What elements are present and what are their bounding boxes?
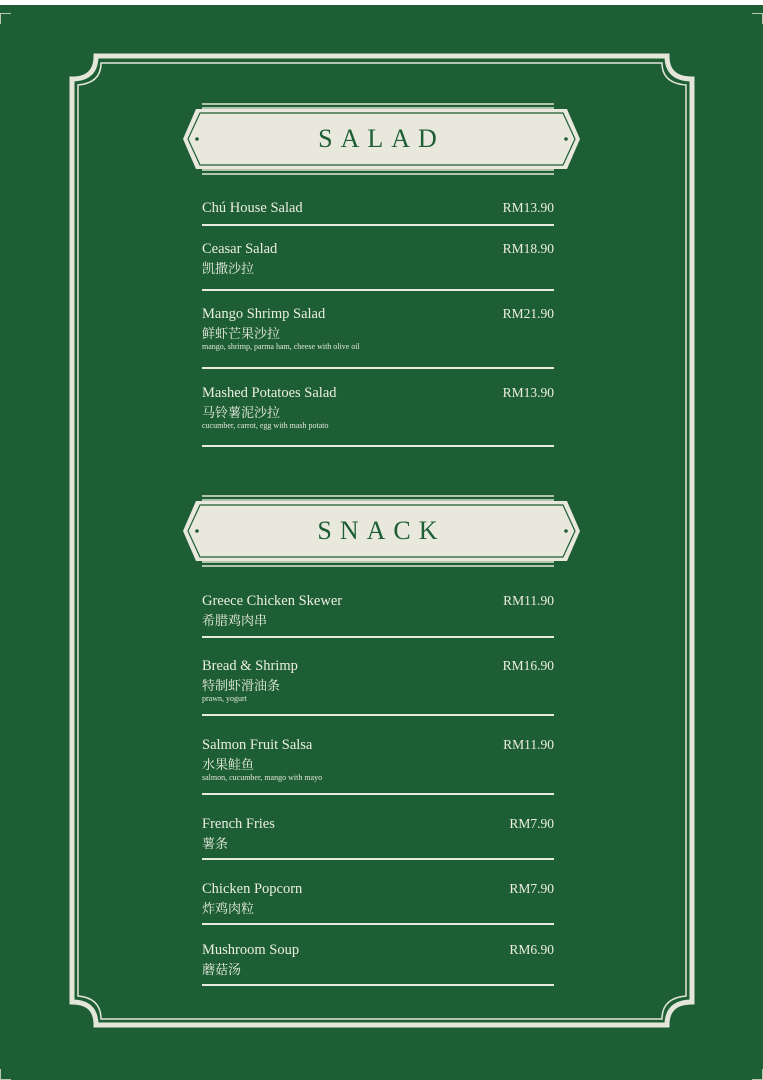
item-price: RM13.90: [502, 200, 554, 215]
item-price: RM18.90: [502, 241, 554, 256]
item-description: prawn, yogurt: [202, 694, 247, 703]
item-name: Chú House Salad: [202, 200, 303, 216]
menu-item: [202, 385, 554, 450]
item-name-chinese: 马铃薯泥沙拉: [202, 405, 281, 420]
item-name: Greece Chicken Skewer: [202, 593, 343, 609]
item-description: cucumber, carrot, egg with mash potato: [202, 421, 329, 430]
menu-item: [202, 816, 554, 866]
item-description: mango, shrimp, parma ham, cheese with olive oil: [202, 342, 360, 351]
item-name: Chicken Popcorn: [202, 881, 303, 897]
item-price: RM16.90: [502, 658, 554, 673]
item-name-chinese: 凯撒沙拉: [202, 261, 255, 276]
item-name-chinese: 薯条: [202, 836, 229, 851]
divider: [202, 923, 554, 925]
section-title-snack: SNACK: [317, 516, 446, 545]
section-title-salad: SALAD: [318, 124, 445, 153]
item-name: French Fries: [202, 816, 275, 832]
divider: [202, 289, 554, 291]
divider: [202, 224, 554, 226]
item-price: RM11.90: [503, 593, 554, 608]
divider: [202, 984, 554, 986]
item-description: salmon, cucumber, mango with mayo: [202, 773, 323, 782]
item-price: RM21.90: [502, 306, 554, 321]
item-name-chinese: 蘑菇汤: [202, 962, 242, 977]
divider: [202, 858, 554, 860]
item-price: RM11.90: [503, 737, 554, 752]
divider: [202, 714, 554, 716]
menu-item: [202, 593, 554, 643]
item-price: RM6.90: [509, 942, 554, 957]
item-name: Salmon Fruit Salsa: [202, 737, 313, 753]
item-name-chinese: 特制虾滑油条: [202, 678, 281, 693]
item-name-chinese: 水果鲑鱼: [202, 757, 255, 772]
item-name: Bread & Shrimp: [202, 658, 298, 674]
menu-item: [202, 241, 554, 291]
item-name-chinese: 鲜虾芒果沙拉: [202, 326, 281, 341]
item-name-chinese: 炸鸡肉粒: [202, 901, 255, 916]
item-price: RM7.90: [509, 881, 554, 896]
menu-item: [202, 200, 554, 230]
menu-page: [0, 5, 763, 1080]
item-name-chinese: 希腊鸡肉串: [202, 613, 268, 628]
divider: [202, 367, 554, 369]
item-name: Mashed Potatoes Salad: [202, 385, 337, 401]
item-price: RM13.90: [502, 385, 554, 400]
menu-item: [202, 306, 554, 371]
menu-item: [202, 881, 554, 931]
divider: [202, 636, 554, 638]
divider: [202, 793, 554, 795]
divider: [202, 445, 554, 447]
item-name: Mushroom Soup: [202, 942, 300, 958]
item-name: Ceasar Salad: [202, 241, 278, 257]
menu-item: [202, 658, 554, 723]
menu-item: [202, 737, 554, 802]
item-name: Mango Shrimp Salad: [202, 306, 326, 322]
item-price: RM7.90: [509, 816, 554, 831]
menu-item: [202, 942, 554, 992]
